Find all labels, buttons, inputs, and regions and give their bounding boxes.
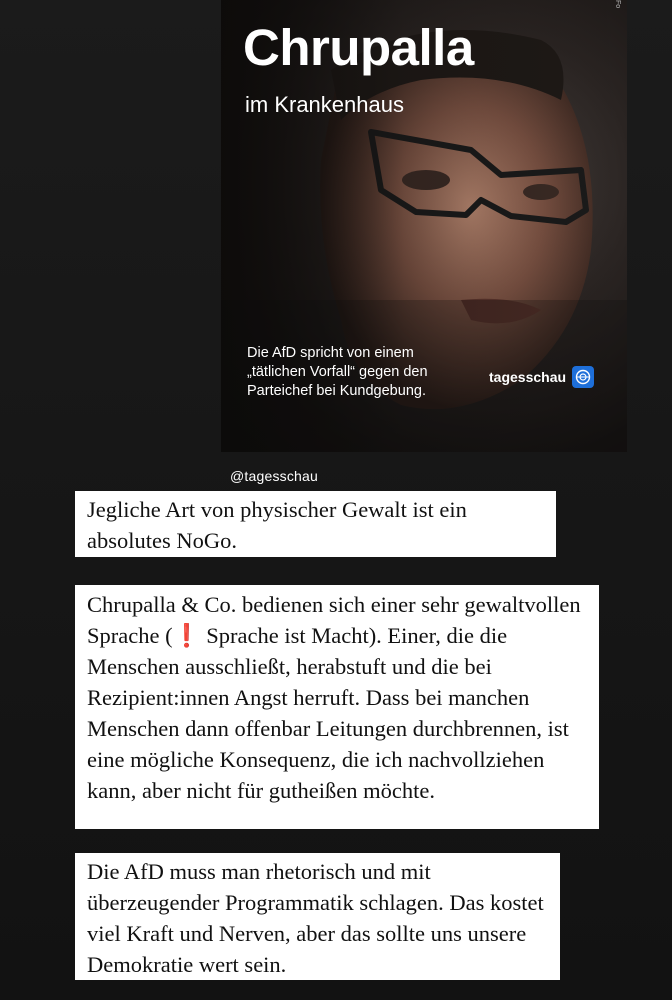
- exclamation-icon: ❗: [172, 623, 201, 648]
- subheadline: im Krankenhaus: [245, 92, 404, 117]
- shared-post-card[interactable]: [221, 0, 627, 452]
- headline: Chrupalla: [243, 19, 474, 76]
- text-box-third-content: Die AfD muss man rhetorisch und mit überzeugender Programmatik schlagen. Das kostet viel Kraft und Nerven, aber das sollte uns unsere Demokratie wert sein.: [87, 859, 544, 977]
- text-box-first: [75, 491, 556, 557]
- text-box-second-part-2: Sprache ist Macht). Einer, die die Menschen ausschließt, herabstuft und die bei Rezipient:innen Angst herruft. Dass bei manchen Menschen dann offenbar Leitungen durchbrennen, ist eine mögliche Konsequenz, die ich nachvollziehen kann, aber nicht für gutheißen möchte.: [87, 623, 569, 803]
- text-box-third: [75, 853, 560, 980]
- brand-mark: [489, 366, 594, 388]
- teaser-text: Die AfD spricht von einem „tätlichen Vorfall“ gegen den Parteichef bei Kundgebung.: [247, 345, 428, 399]
- text-box-second-part-1: Chrupalla & Co. bedienen sich einer sehr gewaltvollen Sprache (: [87, 592, 581, 648]
- tagesschau-logo-icon: [572, 366, 594, 388]
- photo-credit: Fo: [614, 0, 621, 9]
- text-box-second: [75, 585, 599, 829]
- brand-name: tagesschau: [489, 369, 567, 385]
- mention-sticker[interactable]: @tagesschau: [230, 468, 319, 484]
- text-box-first-content: Jegliche Art von physischer Gewalt ist ein absolutes NoGo.: [87, 497, 467, 553]
